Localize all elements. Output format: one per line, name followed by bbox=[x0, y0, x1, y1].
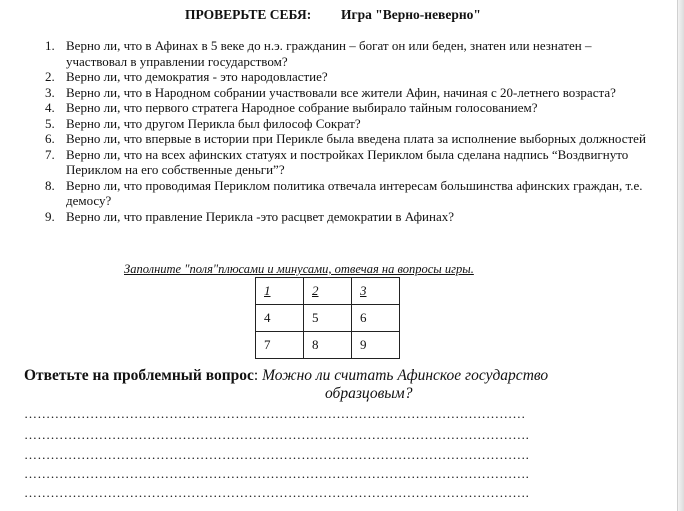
title-game-name: Игра "Верно-неверно" bbox=[341, 7, 481, 22]
grid-cell[interactable] bbox=[256, 305, 304, 332]
answer-line[interactable]: ……………………………………………………………………………………………………. bbox=[24, 466, 530, 481]
grid-cell[interactable] bbox=[304, 305, 352, 332]
problem-question-continuation: образцовым? bbox=[325, 385, 413, 402]
question-number: 1. bbox=[45, 38, 55, 53]
answer-line[interactable]: ……………………………………………………………………………………………………. bbox=[24, 447, 530, 462]
question-number: 7. bbox=[45, 146, 55, 162]
grid-cell[interactable] bbox=[256, 332, 304, 359]
list-item bbox=[0, 209, 646, 225]
list-item bbox=[0, 178, 646, 209]
table-row bbox=[256, 278, 400, 305]
list-item bbox=[0, 147, 646, 178]
question-text: Верно ли, что в Афинах в 5 веке до н.э. гражданин – богат он или беден, знатен или незнатен – участвовал в управлении государством? bbox=[66, 38, 592, 69]
problem-label: Ответьте на проблемный вопрос bbox=[24, 367, 254, 384]
question-number: 2. bbox=[45, 69, 55, 84]
list-item bbox=[0, 131, 646, 147]
question-number: 3. bbox=[45, 84, 55, 100]
grid-cell[interactable] bbox=[352, 278, 400, 305]
cell-number: 9 bbox=[360, 337, 367, 352]
title-check-yourself: ПРОВЕРЬТЕ СЕБЯ: bbox=[185, 7, 312, 22]
list-item bbox=[0, 69, 646, 85]
cell-number: 5 bbox=[312, 310, 319, 325]
answer-line[interactable]: ……………………………………………………………………………………………………. bbox=[24, 485, 530, 500]
cell-number: 7 bbox=[264, 337, 271, 352]
cell-number: 1 bbox=[264, 283, 271, 298]
question-number: 8. bbox=[45, 177, 55, 193]
grid-cell[interactable] bbox=[352, 305, 400, 332]
question-number: 6. bbox=[45, 131, 55, 146]
question-text: Верно ли, что первого стратега Народное собрание выбирало тайным голосованием? bbox=[66, 100, 538, 115]
page-edge bbox=[677, 0, 684, 511]
answer-line[interactable]: …………………………………………………………………………………………………… bbox=[24, 406, 526, 421]
cell-number: 2 bbox=[312, 283, 319, 298]
problem-question bbox=[24, 367, 548, 385]
grid-cell[interactable] bbox=[304, 332, 352, 359]
grid-cell[interactable] bbox=[256, 278, 304, 305]
question-text: Верно ли, что другом Перикла был философ Сократ? bbox=[66, 115, 361, 131]
list-item bbox=[0, 116, 646, 132]
question-number: 5. bbox=[45, 115, 55, 131]
question-text: Верно ли, что впервые в истории при Перикле была введена плата за исполнение выборных должностей bbox=[66, 131, 646, 146]
grid-cell[interactable] bbox=[352, 332, 400, 359]
question-text: Верно ли, что на всех афинских статуях и постройках Периклом была сделана надпись “Воздвигнуто Периклом на его собственные деньги”? bbox=[66, 146, 629, 177]
cell-number: 4 bbox=[264, 310, 271, 325]
question-text: Верно ли, что проводимая Периклом политика отвечала интересам большинства афинских граждан, т.е. демосу? bbox=[66, 177, 643, 208]
list-item bbox=[0, 85, 646, 101]
cell-number: 6 bbox=[360, 310, 367, 325]
question-list bbox=[0, 38, 646, 224]
answer-line[interactable]: ……………………………………………………………………………………………………. bbox=[24, 427, 530, 442]
question-number: 9. bbox=[45, 208, 55, 224]
cell-number: 8 bbox=[312, 337, 319, 352]
question-text: Верно ли, что демократия - это народовластие? bbox=[66, 69, 328, 84]
list-item bbox=[0, 100, 646, 116]
question-text: Верно ли, что правление Перикла -это расцвет демократии в Афинах? bbox=[66, 208, 455, 224]
problem-colon: : bbox=[253, 367, 263, 384]
table-row bbox=[256, 332, 400, 359]
question-number: 4. bbox=[45, 100, 55, 115]
list-item bbox=[0, 38, 646, 69]
question-text: Верно ли, что в Народном собрании участвовали все жители Афин, начиная с 20-летнего возраста? bbox=[66, 84, 616, 100]
grid-cell[interactable] bbox=[304, 278, 352, 305]
problem-question-text: Можно ли считать Афинское государство bbox=[262, 367, 549, 384]
grid-instruction: Заполните "поля"плюсами и минусами, отвечая на вопросы игры. bbox=[124, 262, 474, 276]
answer-grid bbox=[255, 277, 400, 359]
table-row bbox=[256, 305, 400, 332]
cell-number: 3 bbox=[360, 283, 367, 298]
